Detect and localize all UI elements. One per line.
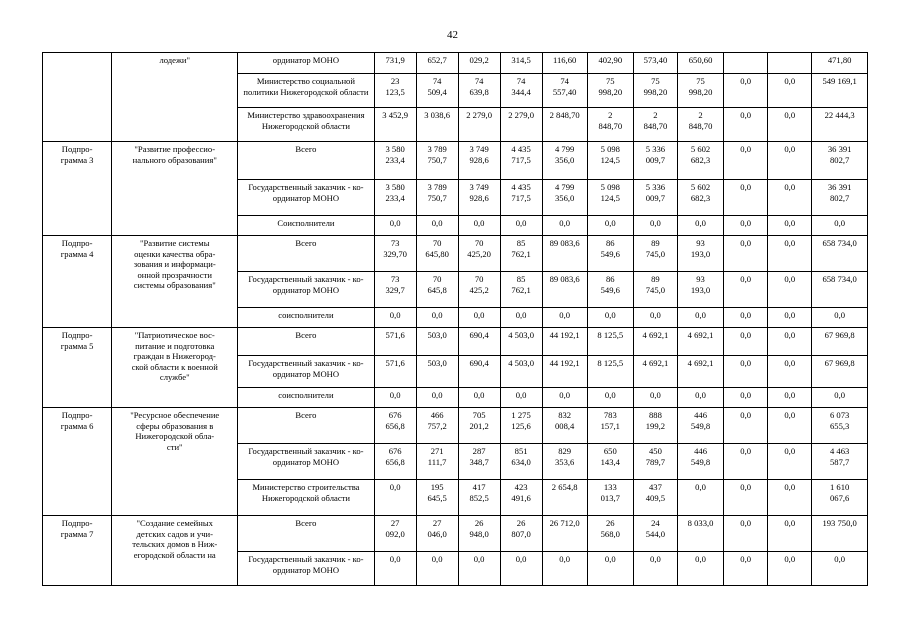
value-cell: 4 503,0 (500, 356, 542, 388)
value-cell: 0,0 (633, 216, 677, 236)
table-row (43, 408, 868, 444)
value-cell: 271 111,7 (416, 444, 458, 480)
value-cell: 731,9 (374, 53, 416, 74)
value-cell: 3 580 233,4 (374, 180, 416, 216)
value-cell: 0,0 (768, 308, 812, 328)
value-cell: 74 509,4 (416, 74, 458, 108)
total-cell: 6 073 655,3 (812, 408, 868, 444)
table-row (43, 516, 868, 552)
value-cell: 5 098 124,5 (587, 142, 633, 180)
total-cell: 36 391 802,7 (812, 180, 868, 216)
value-cell: 70 645,80 (416, 236, 458, 272)
value-cell: 0,0 (724, 272, 768, 308)
table-row (43, 53, 868, 74)
value-cell: 0,0 (677, 308, 723, 328)
value-cell: 5 336 009,7 (633, 180, 677, 216)
value-cell: 0,0 (500, 388, 542, 408)
total-cell: 36 391 802,7 (812, 142, 868, 180)
value-cell: 3 749 928,6 (458, 142, 500, 180)
value-cell: 690,4 (458, 328, 500, 356)
table-row (43, 236, 868, 272)
value-cell: 888 199,2 (633, 408, 677, 444)
value-cell: 4 799 356,0 (542, 142, 587, 180)
value-cell: 571,6 (374, 328, 416, 356)
value-cell: 3 789 750,7 (416, 142, 458, 180)
value-cell: 503,0 (416, 356, 458, 388)
section-cell: Подпро- грамма 3 (43, 142, 112, 236)
value-cell: 4 435 717,5 (500, 142, 542, 180)
value-cell: 0,0 (542, 552, 587, 586)
executor-cell: Государственный заказчик - ко- ординатор МОНО (238, 444, 374, 480)
value-cell: 0,0 (374, 480, 416, 516)
value-cell: 573,40 (633, 53, 677, 74)
total-cell: 658 734,0 (812, 236, 868, 272)
total-cell: 549 169,1 (812, 74, 868, 108)
value-cell: 86 549,6 (587, 272, 633, 308)
value-cell: 0,0 (458, 552, 500, 586)
value-cell (724, 53, 768, 74)
value-cell: 75 998,20 (587, 74, 633, 108)
value-cell: 0,0 (768, 516, 812, 552)
value-cell: 0,0 (374, 216, 416, 236)
value-cell: 0,0 (458, 308, 500, 328)
total-cell: 0,0 (812, 552, 868, 586)
value-cell: 74 557,40 (542, 74, 587, 108)
executor-cell: Министерство здравоохранения Нижегородской области (238, 108, 374, 142)
section-cell: Подпро- грамма 6 (43, 408, 112, 516)
value-cell: 0,0 (768, 108, 812, 142)
value-cell: 851 634,0 (500, 444, 542, 480)
total-cell: 0,0 (812, 308, 868, 328)
value-cell: 0,0 (768, 356, 812, 388)
value-cell: 0,0 (633, 388, 677, 408)
program-cell: "Создание семейных детских садов и учи- тельских домов в Ниж- егородской области на (112, 516, 238, 586)
value-cell: 0,0 (633, 552, 677, 586)
value-cell: 4 503,0 (500, 328, 542, 356)
value-cell: 423 491,6 (500, 480, 542, 516)
value-cell: 26 712,0 (542, 516, 587, 552)
value-cell: 503,0 (416, 328, 458, 356)
executor-cell: Министерство социальной политики Нижегородской области (238, 74, 374, 108)
executor-cell: Всего (238, 142, 374, 180)
value-cell: 116,60 (542, 53, 587, 74)
value-cell: 417 852,5 (458, 480, 500, 516)
value-cell: 832 008,4 (542, 408, 587, 444)
executor-cell: Государственный заказчик - ко- ординатор МОНО (238, 272, 374, 308)
value-cell: 133 013,7 (587, 480, 633, 516)
value-cell: 783 157,1 (587, 408, 633, 444)
section-cell: Подпро- грамма 7 (43, 516, 112, 586)
value-cell: 0,0 (724, 308, 768, 328)
executor-cell: Соисполнители (238, 216, 374, 236)
value-cell: 650,60 (677, 53, 723, 74)
value-cell: 676 656,8 (374, 408, 416, 444)
value-cell: 0,0 (768, 444, 812, 480)
value-cell: 5 336 009,7 (633, 142, 677, 180)
value-cell: 2 848,70 (542, 108, 587, 142)
value-cell: 0,0 (677, 480, 723, 516)
page-number: 42 (447, 29, 458, 41)
executor-cell: соисполнители (238, 308, 374, 328)
executor-cell: соисполнители (238, 388, 374, 408)
value-cell: 85 762,1 (500, 236, 542, 272)
value-cell: 2 654,8 (542, 480, 587, 516)
value-cell: 0,0 (677, 552, 723, 586)
value-cell: 24 544,0 (633, 516, 677, 552)
value-cell: 0,0 (724, 142, 768, 180)
value-cell: 70 645,8 (416, 272, 458, 308)
value-cell: 75 998,20 (633, 74, 677, 108)
value-cell: 70 425,20 (458, 236, 500, 272)
value-cell: 26 948,0 (458, 516, 500, 552)
value-cell: 0,0 (768, 552, 812, 586)
value-cell: 8 033,0 (677, 516, 723, 552)
value-cell: 0,0 (768, 236, 812, 272)
program-cell: лодежи" (112, 53, 238, 142)
value-cell: 3 580 233,4 (374, 142, 416, 180)
value-cell: 4 692,1 (633, 328, 677, 356)
total-cell: 0,0 (812, 388, 868, 408)
value-cell: 27 092,0 (374, 516, 416, 552)
total-cell: 4 463 587,7 (812, 444, 868, 480)
value-cell: 70 425,2 (458, 272, 500, 308)
value-cell: 27 046,0 (416, 516, 458, 552)
total-cell: 471,80 (812, 53, 868, 74)
value-cell: 0,0 (633, 308, 677, 328)
value-cell: 0,0 (724, 552, 768, 586)
value-cell: 5 098 124,5 (587, 180, 633, 216)
value-cell: 0,0 (416, 552, 458, 586)
value-cell: 0,0 (416, 216, 458, 236)
value-cell: 690,4 (458, 356, 500, 388)
program-cell: "Развитие профессио- нального образования" (112, 142, 238, 236)
value-cell: 93 193,0 (677, 236, 723, 272)
value-cell: 829 353,6 (542, 444, 587, 480)
value-cell: 0,0 (374, 552, 416, 586)
total-cell: 67 969,8 (812, 328, 868, 356)
value-cell: 0,0 (724, 356, 768, 388)
value-cell: 85 762,1 (500, 272, 542, 308)
value-cell: 0,0 (587, 552, 633, 586)
value-cell: 5 602 682,3 (677, 180, 723, 216)
value-cell: 4 692,1 (677, 328, 723, 356)
value-cell: 2 279,0 (500, 108, 542, 142)
total-cell: 193 750,0 (812, 516, 868, 552)
value-cell: 0,0 (724, 108, 768, 142)
value-cell: 571,6 (374, 356, 416, 388)
value-cell: 8 125,5 (587, 328, 633, 356)
section-cell: Подпро- грамма 4 (43, 236, 112, 328)
value-cell: 0,0 (768, 216, 812, 236)
value-cell: 3 749 928,6 (458, 180, 500, 216)
total-cell: 658 734,0 (812, 272, 868, 308)
value-cell: 0,0 (724, 516, 768, 552)
value-cell: 4 692,1 (677, 356, 723, 388)
program-cell: "Ресурсное обеспечение сферы образования в Нижегородской обла- сти" (112, 408, 238, 516)
value-cell: 437 409,5 (633, 480, 677, 516)
value-cell: 26 807,0 (500, 516, 542, 552)
value-cell: 86 549,6 (587, 236, 633, 272)
value-cell: 4 692,1 (633, 356, 677, 388)
section-cell: Подпро- грамма 5 (43, 328, 112, 408)
section-cell (43, 53, 112, 142)
value-cell: 89 083,6 (542, 236, 587, 272)
value-cell: 93 193,0 (677, 272, 723, 308)
value-cell: 0,0 (768, 480, 812, 516)
executor-cell: Всего (238, 236, 374, 272)
value-cell: 2 848,70 (677, 108, 723, 142)
value-cell: 466 757,2 (416, 408, 458, 444)
value-cell: 44 192,1 (542, 328, 587, 356)
value-cell: 0,0 (724, 236, 768, 272)
value-cell: 2 279,0 (458, 108, 500, 142)
value-cell: 8 125,5 (587, 356, 633, 388)
value-cell: 0,0 (500, 552, 542, 586)
executor-cell: Государственный заказчик - ко- ординатор МОНО (238, 356, 374, 388)
executor-cell: ординатор МОНО (238, 53, 374, 74)
value-cell: 73 329,70 (374, 236, 416, 272)
value-cell: 0,0 (724, 328, 768, 356)
table-row (43, 328, 868, 356)
value-cell: 74 639,8 (458, 74, 500, 108)
value-cell: 402,90 (587, 53, 633, 74)
value-cell: 195 645,5 (416, 480, 458, 516)
value-cell (768, 53, 812, 74)
value-cell: 2 848,70 (587, 108, 633, 142)
value-cell: 0,0 (416, 308, 458, 328)
value-cell: 0,0 (458, 216, 500, 236)
value-cell: 0,0 (768, 142, 812, 180)
value-cell: 652,7 (416, 53, 458, 74)
value-cell: 1 275 125,6 (500, 408, 542, 444)
table-row (43, 142, 868, 180)
value-cell: 0,0 (724, 480, 768, 516)
value-cell: 0,0 (587, 216, 633, 236)
executor-cell: Государственный заказчик - ко- ординатор МОНО (238, 552, 374, 586)
value-cell: 446 549,8 (677, 408, 723, 444)
value-cell: 0,0 (768, 388, 812, 408)
executor-cell: Всего (238, 516, 374, 552)
total-cell: 67 969,8 (812, 356, 868, 388)
value-cell: 0,0 (677, 388, 723, 408)
executor-cell: Всего (238, 328, 374, 356)
program-cell: "Патриотическое вос- питание и подготовка граждан в Нижегород- ской области к военной службе" (112, 328, 238, 408)
value-cell: 287 348,7 (458, 444, 500, 480)
value-cell: 314,5 (500, 53, 542, 74)
value-cell: 0,0 (542, 388, 587, 408)
executor-cell: Министерство строительства Нижегородской области (238, 480, 374, 516)
value-cell: 0,0 (724, 74, 768, 108)
total-cell: 0,0 (812, 216, 868, 236)
value-cell: 0,0 (724, 180, 768, 216)
value-cell: 446 549,8 (677, 444, 723, 480)
value-cell: 5 602 682,3 (677, 142, 723, 180)
value-cell: 0,0 (768, 180, 812, 216)
value-cell: 44 192,1 (542, 356, 587, 388)
total-cell: 22 444,3 (812, 108, 868, 142)
value-cell: 74 344,4 (500, 74, 542, 108)
value-cell: 0,0 (587, 308, 633, 328)
value-cell: 0,0 (542, 216, 587, 236)
value-cell: 0,0 (374, 308, 416, 328)
value-cell: 2 848,70 (633, 108, 677, 142)
value-cell: 23 123,5 (374, 74, 416, 108)
value-cell: 0,0 (724, 408, 768, 444)
total-cell: 1 610 067,6 (812, 480, 868, 516)
value-cell: 0,0 (500, 216, 542, 236)
value-cell: 0,0 (724, 388, 768, 408)
value-cell: 75 998,20 (677, 74, 723, 108)
value-cell: 0,0 (374, 388, 416, 408)
value-cell: 26 568,0 (587, 516, 633, 552)
value-cell: 89 745,0 (633, 272, 677, 308)
value-cell: 0,0 (724, 216, 768, 236)
value-cell: 0,0 (458, 388, 500, 408)
value-cell: 3 452,9 (374, 108, 416, 142)
value-cell: 3 038,6 (416, 108, 458, 142)
value-cell: 4 799 356,0 (542, 180, 587, 216)
value-cell: 0,0 (768, 408, 812, 444)
value-cell: 0,0 (677, 216, 723, 236)
value-cell: 0,0 (768, 328, 812, 356)
budget-table (42, 52, 868, 586)
value-cell: 0,0 (587, 388, 633, 408)
value-cell: 0,0 (500, 308, 542, 328)
value-cell: 4 435 717,5 (500, 180, 542, 216)
value-cell: 89 745,0 (633, 236, 677, 272)
value-cell: 029,2 (458, 53, 500, 74)
value-cell: 705 201,2 (458, 408, 500, 444)
value-cell: 0,0 (542, 308, 587, 328)
value-cell: 0,0 (724, 444, 768, 480)
value-cell: 89 083,6 (542, 272, 587, 308)
value-cell: 676 656,8 (374, 444, 416, 480)
value-cell: 3 789 750,7 (416, 180, 458, 216)
value-cell: 0,0 (768, 272, 812, 308)
value-cell: 73 329,7 (374, 272, 416, 308)
value-cell: 0,0 (768, 74, 812, 108)
value-cell: 650 143,4 (587, 444, 633, 480)
value-cell: 0,0 (416, 388, 458, 408)
executor-cell: Всего (238, 408, 374, 444)
value-cell: 450 789,7 (633, 444, 677, 480)
program-cell: "Развитие системы оценки качества обра- зования и информаци- онной прозрачности системы образования" (112, 236, 238, 328)
executor-cell: Государственный заказчик - ко- ординатор МОНО (238, 180, 374, 216)
